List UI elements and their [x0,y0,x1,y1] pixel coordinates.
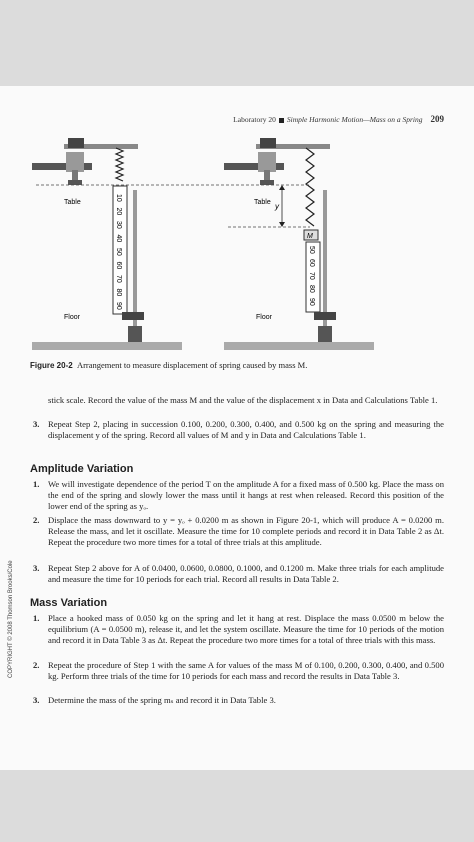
left-floor-label: Floor [64,314,80,321]
header-title: Simple Harmonic Motion—Mass on a Spring [286,115,423,124]
step-text: We will investigate dependence of the period T on the amplitude A for a fixed mass of 0.500 kg. Place the mass on the end of the spring and slowly lower the mass until it hangs at rest when released. Record this position of the lower end of the spring as yₒ. [48,479,444,511]
right-clamp-knob [260,180,274,185]
figure-20-2 [28,130,448,362]
left-tick-30: 30 [115,221,122,229]
amplitude-heading: Amplitude Variation [30,463,134,475]
left-tick-80: 80 [115,288,122,297]
right-stand-foot [318,326,332,342]
left-table-label: Table [64,199,81,206]
left-spring [116,148,123,181]
left-tick-70: 70 [115,275,122,283]
mass-step-1 [30,613,444,646]
step-text: Repeat Step 2, placing in succession 0.100, 0.200, 0.300, 0.400, and 0.500 kg on the spring and measuring the displacement y of the spring. Record all values of M and y in Data and Calculations Table 1. [48,419,444,440]
caption-label: Figure 20-2 [30,361,73,370]
left-floor [32,342,182,350]
amplitude-step-3 [30,563,444,585]
right-tick-60: 60 [308,259,315,267]
right-tick-90: 90 [308,298,315,306]
step-text: Determine the mass of the spring mₛ and record it in Data Table 3. [48,695,276,705]
running-header [233,114,444,124]
step-number: 2. [33,660,40,670]
left-apparatus [32,138,182,350]
left-stand-foot [128,326,142,342]
right-table-label: Table [254,199,271,206]
left-tick-90: 90 [115,302,122,310]
step2-continuation: stick scale. Record the value of the mass M and the value of the displacement x in Data and Calculations Table 1. [48,395,438,405]
left-clamp-knob [68,180,82,185]
y-arrow-head-up [279,185,285,190]
left-stand-rod [133,190,137,326]
amplitude-step-2 [30,515,444,548]
left-tick-labels [115,194,122,310]
square-bullet-icon [279,118,284,123]
mass-label: M [307,233,313,240]
right-stand-rod [323,190,327,326]
left-tick-60: 60 [115,261,122,270]
step-number: 1. [33,613,40,623]
step-number: 3. [33,563,40,573]
right-tick-80: 80 [308,285,315,293]
mass-step-3 [30,695,444,706]
right-floor [224,342,374,350]
step-number: 1. [33,479,40,489]
step-number: 2. [33,515,40,525]
right-apparatus [224,138,374,350]
procedure-step-3 [30,419,444,441]
step-number: 3. [33,695,40,705]
amplitude-step-1 [30,479,444,512]
left-tick-40: 40 [115,234,122,243]
page-number: 209 [430,114,444,124]
right-clamp-body [258,152,276,172]
y-label: y [275,202,279,211]
step-number: 3. [33,419,40,429]
right-stand-base [314,312,336,320]
mass-step-2 [30,660,444,682]
step-text: Displace the mass downward to y = yₒ + 0.0200 m as shown in Figure 20-1, which will produce A = 0.0200 m. Release the mass, and let it oscillate. Measure the time for 10 complete periods and record it in Data Table 2 as Δt. Repeat the procedure two more times for a total of three trials at this amplitude. [48,515,444,547]
right-tick-70: 70 [308,272,315,280]
left-clamp-body [66,152,84,172]
left-clamp-head [68,138,84,148]
left-tick-10: 10 [115,194,122,202]
step-text: Repeat Step 2 above for A of 0.0400, 0.0600, 0.0800, 0.1000, and 0.1200 m. Make three trials for each amplitude and measure the time for 10 periods for each trial. Record all results in Data Table 2. [48,563,444,584]
step-text: Place a hooked mass of 0.050 kg on the spring and let it hang at rest. Displace the mass 0.0500 m below the equilibrium (A = 0.0500 m), release it, and let the system oscillate. Measure the time for 10 periods of the motion and record it in Data Table 3 as Δt. Repeat the procedure two more times for a total of three trials with this mass. [48,613,444,645]
mass-heading: Mass Variation [30,597,108,609]
viewer-top-margin [0,0,474,86]
right-floor-label: Floor [256,314,272,321]
right-tick-50: 50 [308,246,315,254]
right-clamp-head [260,138,276,148]
figure-caption [30,360,307,370]
step-text: Repeat the procedure of Step 1 with the same A for values of the mass M of 0.100, 0.200, 0.300, 0.400, and 0.500 kg. Perform three trials of the time for 10 periods for each mass and record the results in Data Table 3. [48,660,444,681]
caption-text: Arrangement to measure displacement of spring caused by mass M. [76,360,308,370]
left-tick-20: 20 [115,207,122,216]
copyright-notice: COPYRIGHT © 2008 Thomson Brooks/Cole [8,560,14,678]
left-tick-50: 50 [115,248,122,256]
viewer-bottom-margin [0,770,474,842]
header-lab: Laboratory 20 [233,115,276,124]
left-stand-base [122,312,144,320]
y-arrow-head-down [279,222,285,227]
